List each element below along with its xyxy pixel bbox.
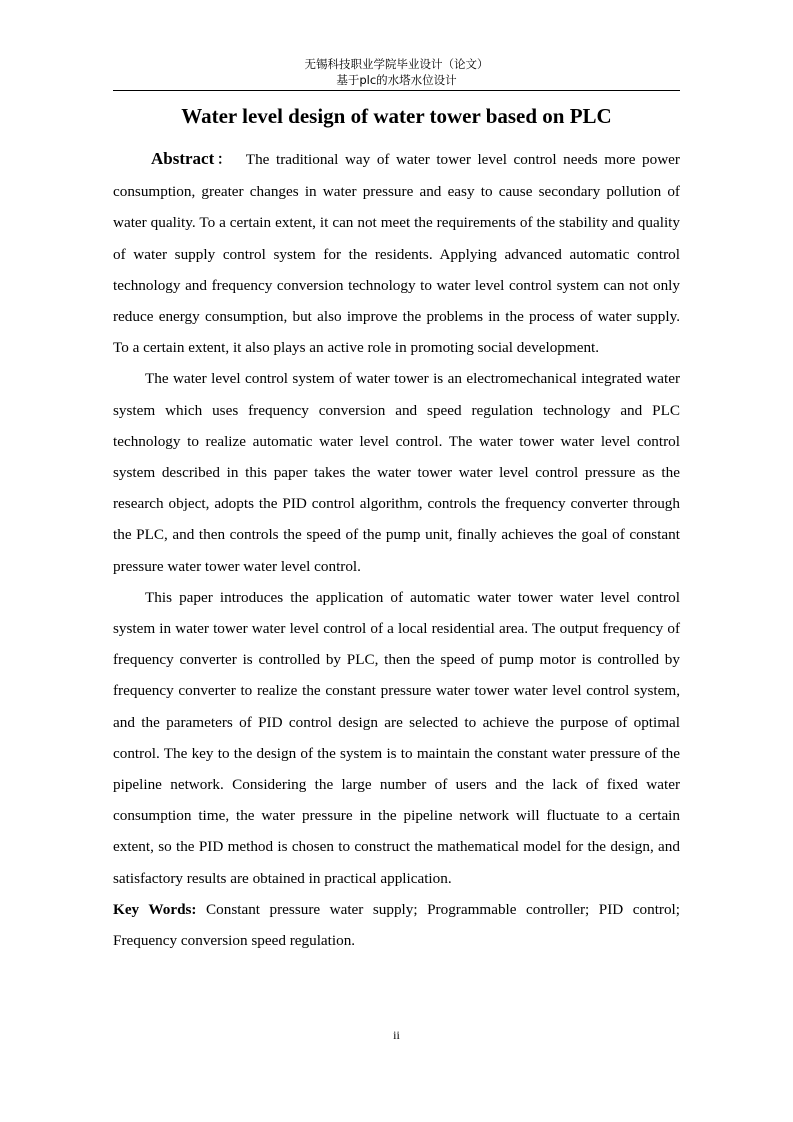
running-header <box>113 56 680 88</box>
keywords-paragraph <box>113 894 680 956</box>
header-divider <box>113 90 680 91</box>
abstract-text-1: The traditional way of water tower level control needs more power consumption, greater changes in water pressure and easy to cause secondary pollution of water quality. To a certain extent, it can not meet the requirements of the stability and quality of water supply control system for the residents. Applying advanced automatic control technology and frequency conversion technology to water level control system can not only reduce energy consumption, but also improve the problems in the process of water supply. To a certain extent, it also plays an active role in promoting social development. <box>113 151 680 357</box>
header-line-1: 无锡科技职业学院毕业设计（论文） <box>304 57 489 71</box>
page-number: ii <box>393 1028 400 1042</box>
abstract-body <box>113 143 680 956</box>
document-title: Water level design of water tower based on PLC <box>181 104 612 128</box>
keywords-label: Key Words: <box>113 900 197 918</box>
abstract-paragraph-1 <box>113 143 680 363</box>
abstract-paragraph-3: This paper introduces the application of automatic water tower water level control system in water tower water level control of a local residential area. The output frequency of frequency converter is controlled by PLC, then the speed of pump motor is controlled by frequency converter to realize the constant pressure water tower water level control system, and the parameters of PID control design are selected to achieve the purpose of optimal control. The key to the design of the system is to maintain the constant water pressure of the pipeline network. Considering the large number of users and the lack of fixed water consumption time, the water pressure in the pipeline network will fluctuate to a certain extent, so the PID method is chosen to construct the mathematical model for the design, and satisfactory results are obtained in practical application. <box>113 588 680 887</box>
keywords-text: Constant pressure water supply; Programmable controller; PID control; Frequency conversion speed regulation. <box>113 900 680 950</box>
abstract-paragraph-2: The water level control system of water tower is an electromechanical integrated water system which uses frequency conversion and speed regulation technology and PLC technology to realize automatic water level control. The water tower water level control system described in this paper takes the water tower water level control pressure as the research object, adopts the PID control algorithm, controls the frequency converter through the PLC, and then controls the speed of the pump unit, finally achieves the goal of constant pressure water tower water level control. <box>113 370 680 575</box>
abstract-label: Abstract： <box>151 149 234 168</box>
header-line-2: 基于plc的水塔水位设计 <box>336 73 457 87</box>
